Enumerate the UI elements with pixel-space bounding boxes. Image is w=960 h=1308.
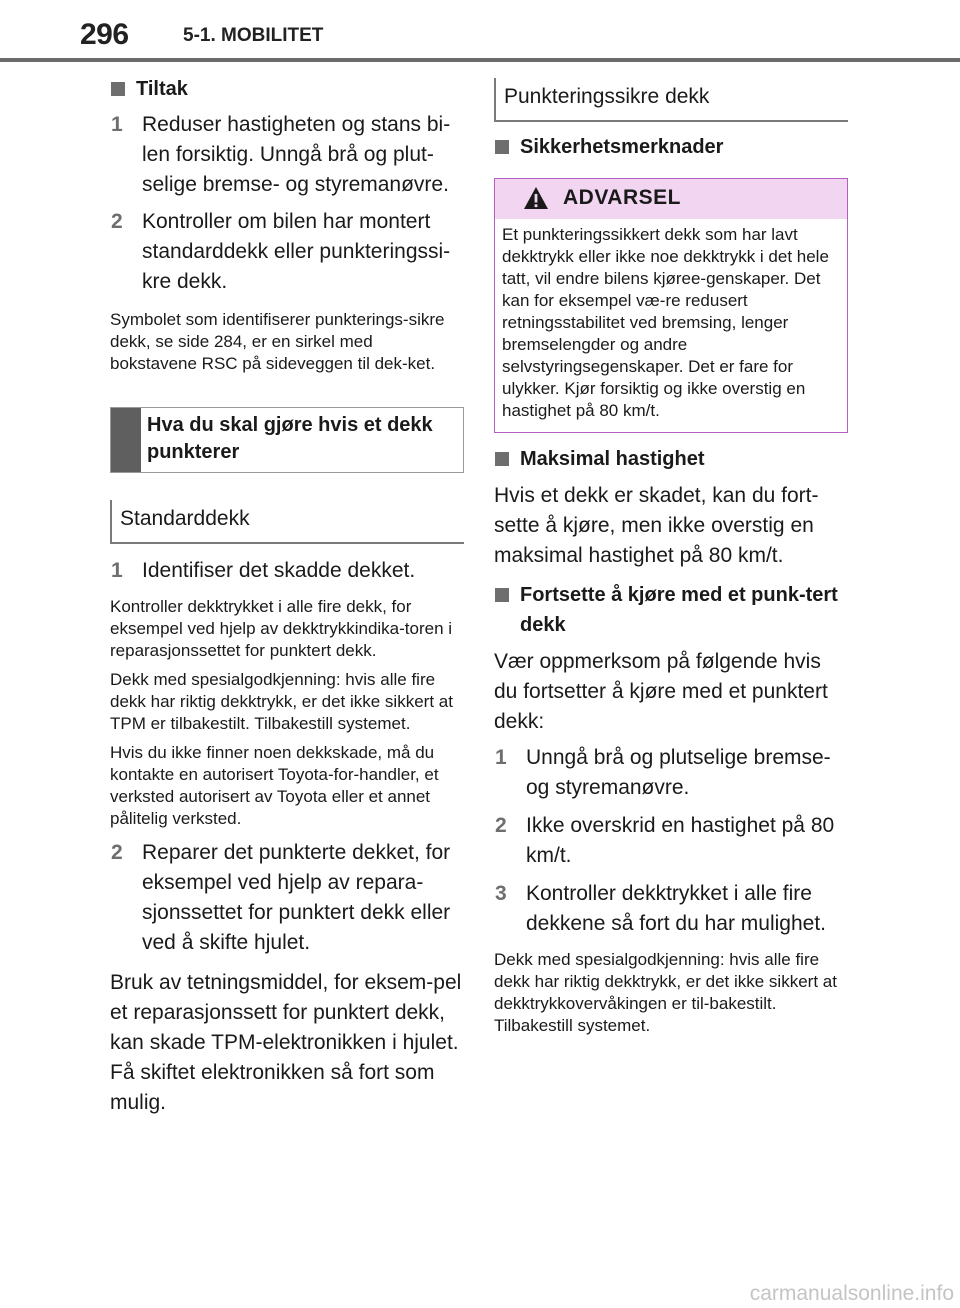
step-text: Reduser hastigheten og stans bi-len forsiktig. Unngå brå og plut-selige bremse- og styremanøvre. bbox=[142, 113, 451, 196]
step-number: 2 bbox=[495, 814, 507, 837]
safety-heading: Sikkerhetsmerknader bbox=[494, 132, 848, 162]
right-column bbox=[494, 72, 848, 1037]
subheading-text: Standarddekk bbox=[120, 507, 250, 530]
subheading-vline bbox=[110, 500, 112, 544]
step-text: Identifiser det skadde dekket. bbox=[142, 559, 416, 582]
step-text: Unngå brå og plutselige bremse- og styremanøvre. bbox=[526, 746, 831, 799]
watermark: carmanualsonline.info bbox=[749, 1282, 954, 1305]
section-box-heading bbox=[110, 407, 464, 473]
box-heading-bar bbox=[111, 408, 141, 472]
subheading-text: Punkteringssikre dekk bbox=[504, 85, 710, 108]
warning-box bbox=[494, 178, 848, 433]
step-number: 1 bbox=[495, 746, 507, 769]
step-b1 bbox=[110, 556, 464, 586]
warning-label: ADVARSEL bbox=[563, 186, 681, 209]
header-rule bbox=[0, 58, 960, 62]
subheading-hline bbox=[494, 120, 848, 122]
step-a1 bbox=[110, 110, 464, 200]
step-a2 bbox=[110, 207, 464, 297]
step-number: 1 bbox=[111, 113, 123, 136]
step-number: 1 bbox=[111, 559, 123, 582]
note-tpm: Dekk med spesialgodkjenning: hvis alle fire dekk har riktig dekktrykk, er det ikke sikkert at TPM er tilbakestilt. Tilbakestill systemet. bbox=[110, 670, 453, 733]
maxspeed-heading: Maksimal hastighet bbox=[494, 444, 848, 474]
continue-intro: Vær oppmerksom på følgende hvis du fortsetter å kjøre med et punktert dekk: bbox=[494, 650, 828, 733]
maxspeed-text: Hvis et dekk er skadet, kan du fort-sette å kjøre, men ikke overstig en maksimal hastighet på 80 km/t. bbox=[494, 484, 819, 567]
step-text: Reparer det punkterte dekket, for eksempel ved hjelp av repara-sjonssettet for punktert dekk eller ved å skifte hjulet. bbox=[142, 841, 451, 954]
left-column bbox=[110, 72, 464, 1118]
note-dealer: Hvis du ikke finner noen dekkskade, må du kontakte en autorisert Toyota-for-handler, et verksted autorisert av Toyota eller et annet pålitelig verksted. bbox=[110, 743, 439, 828]
step-text: Kontroller om bilen har montert standarddekk eller punkteringssi-kre dekk. bbox=[142, 210, 451, 293]
step-c3 bbox=[494, 879, 848, 939]
warning-triangle-icon bbox=[523, 186, 549, 210]
continue-heading: Fortsette å kjøre med et punk-tert dekk bbox=[494, 580, 848, 640]
note-rsc: Symbolet som identifiserer punkterings-sikre dekk, se side 284, er en sirkel med bokstavene RSC på sideveggen til dek-ket. bbox=[110, 310, 445, 373]
step-b2 bbox=[110, 838, 464, 958]
subheading-vline bbox=[494, 78, 496, 122]
step-number: 2 bbox=[111, 841, 123, 864]
step-c2 bbox=[494, 811, 848, 871]
page-header bbox=[0, 0, 960, 64]
page-number: 296 bbox=[80, 18, 129, 51]
warning-text: Et punkteringssikkert dekk som har lavt dekktrykk eller ikke noe dekktrykk i det hele tatt, vil endre bilens kjøree-genskaper. Det kan for eksempel væ-re redusert retningsstabilitet ved bremsing, lenger bremselengder og andre selvstyringsegenskaper. Det er fare for ulykker. Kjør forsiktig og ikke overstig en hastighet på 80 km/t. bbox=[502, 225, 829, 420]
step-c1 bbox=[494, 743, 848, 803]
section-title: 5-1. MOBILITET bbox=[183, 25, 324, 46]
tiltak-heading: Tiltak bbox=[110, 74, 464, 104]
step-text: Kontroller dekktrykket i alle fire dekkene så fort du har mulighet. bbox=[526, 882, 827, 935]
step-number: 2 bbox=[111, 210, 123, 233]
box-heading-text: Hva du skal gjøre hvis et dekk punkterer bbox=[147, 414, 433, 463]
subheading-hline bbox=[110, 542, 464, 544]
warning-header bbox=[495, 179, 847, 219]
step-number: 3 bbox=[495, 882, 507, 905]
step-text: Ikke overskrid en hastighet på 80 km/t. bbox=[526, 814, 835, 867]
subheading-standarddekk bbox=[110, 500, 464, 544]
body-sealant: Bruk av tetningsmiddel, for eksem-pel et reparasjonssett for punktert dekk, kan skade TPM-elektronikken i hjulet. Få skiftet elektronikken så fort som mulig. bbox=[110, 971, 462, 1114]
subheading-punkteringssikre bbox=[494, 78, 848, 122]
note-pressure: Kontroller dekktrykket i alle fire dekk, for eksempel ved hjelp av dekktrykkindika-toren i reparasjonssettet for punktert dekk. bbox=[110, 597, 453, 660]
final-note: Dekk med spesialgodkjenning: hvis alle fire dekk har riktig dekktrykk, er det ikke sikkert at dekktrykkovervåkingen er til-bakestilt. Tilbakestill systemet. bbox=[494, 950, 837, 1035]
